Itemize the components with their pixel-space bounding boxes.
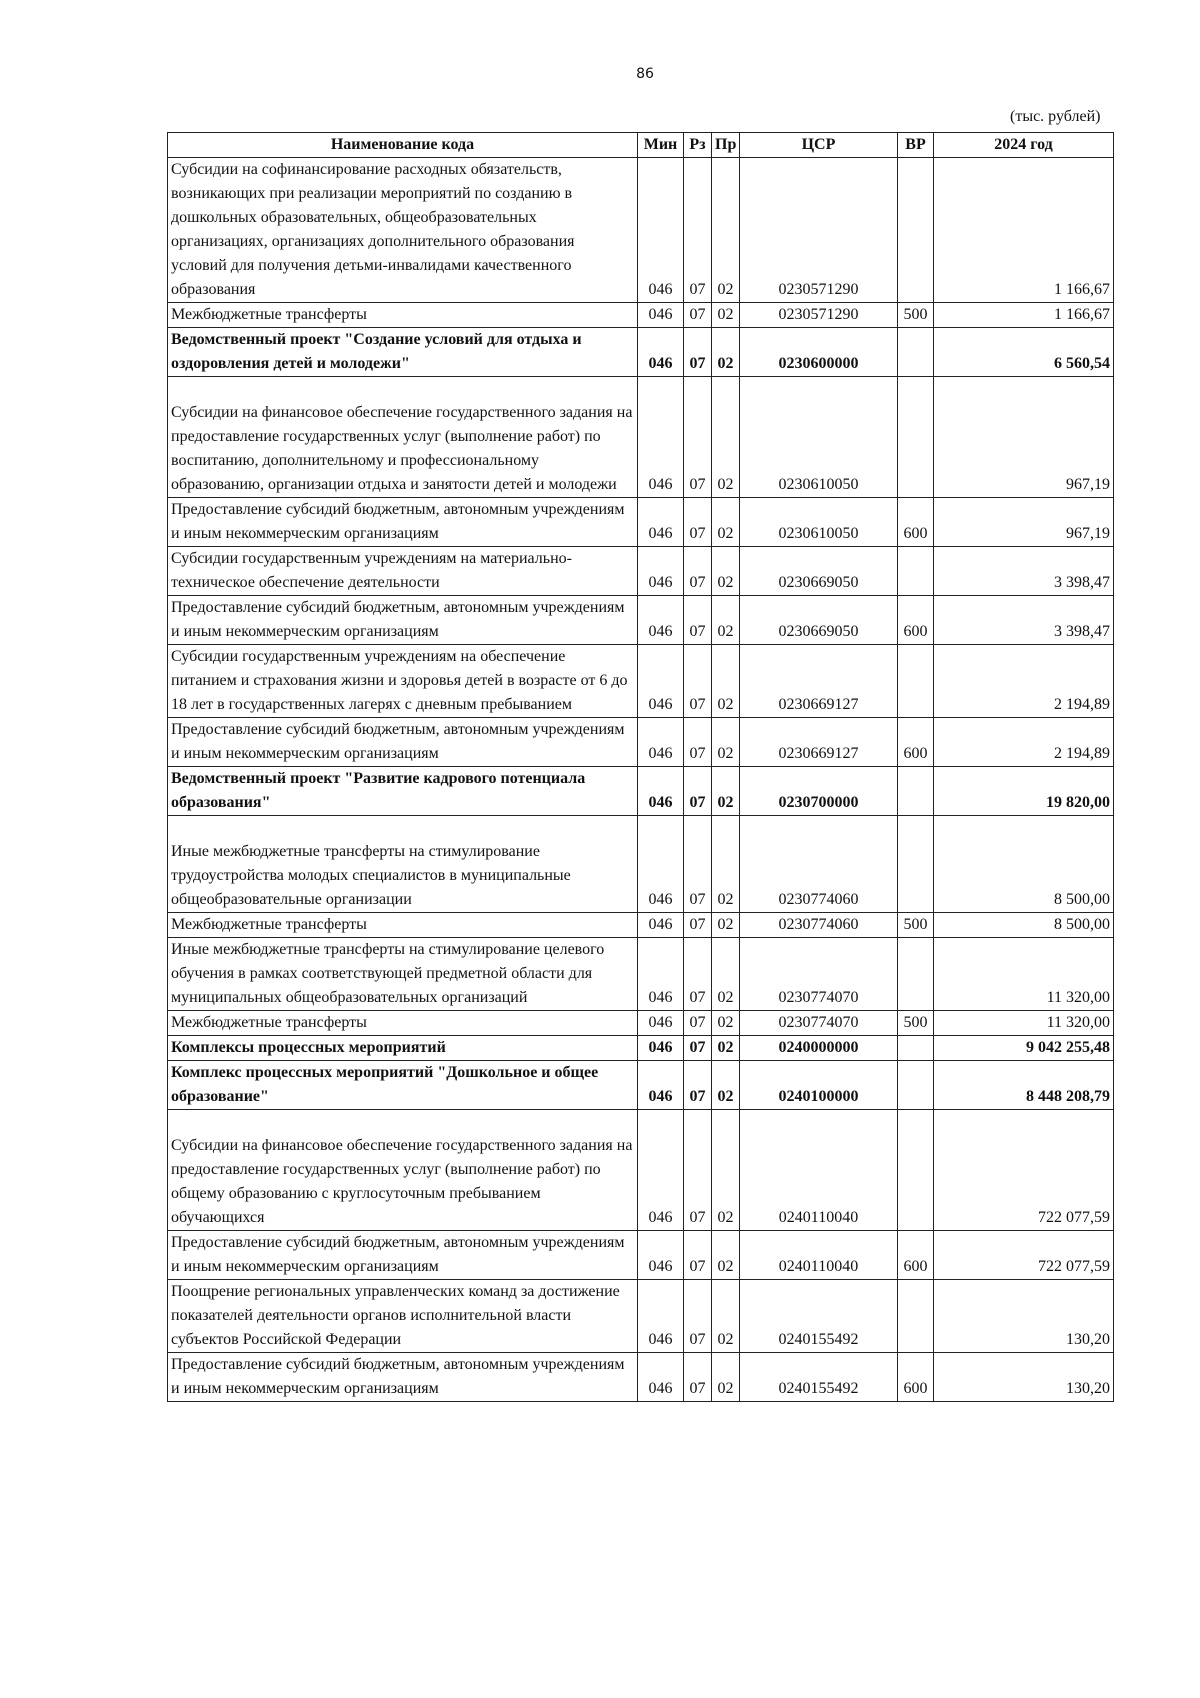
row-name: Субсидии государственным учреждениям на материально-техническое обеспечение деятельности [168,547,638,596]
table-row [168,547,1114,596]
row-pr: 02 [712,303,740,328]
row-min: 046 [638,1036,684,1061]
row-name: Субсидии на софинансирование расходных обязательств, возникающих при реализации мероприятий по созданию в дошкольных образовательных, общеобразовательных организациях, организациях дополнительного образования условий для получения детьми-инвалидами качественного образования [168,158,638,303]
row-min: 046 [638,547,684,596]
row-sum: 19 820,00 [934,767,1114,816]
row-name: Комплекс процессных мероприятий "Дошкольное и общее образование" [168,1061,638,1110]
row-min: 046 [638,498,684,547]
table-row [168,767,1114,816]
row-csr: 0230610050 [740,377,898,498]
header-vr: ВР [898,133,934,158]
row-csr: 0240100000 [740,1061,898,1110]
row-rz: 07 [684,498,712,547]
row-vr: 500 [898,303,934,328]
header-rz: Рз [684,133,712,158]
table-row [168,1011,1114,1036]
row-name: Межбюджетные трансферты [168,303,638,328]
row-rz: 07 [684,547,712,596]
row-sum: 2 194,89 [934,645,1114,718]
row-csr: 0230774070 [740,938,898,1011]
row-rz: 07 [684,1353,712,1402]
row-min: 046 [638,1110,684,1231]
row-pr: 02 [712,816,740,913]
table-row [168,158,1114,303]
row-name: Межбюджетные трансферты [168,1011,638,1036]
row-csr: 0240155492 [740,1280,898,1353]
row-rz: 07 [684,596,712,645]
row-csr: 0230774060 [740,816,898,913]
table-row [168,1280,1114,1353]
row-vr [898,1110,934,1231]
row-pr: 02 [712,718,740,767]
row-rz: 07 [684,767,712,816]
units-label: (тыс. рублей) [1010,108,1101,125]
row-pr: 02 [712,938,740,1011]
row-csr: 0240110040 [740,1231,898,1280]
row-sum: 9 042 255,48 [934,1036,1114,1061]
row-vr [898,1280,934,1353]
row-csr: 0230600000 [740,328,898,377]
row-csr: 0230700000 [740,767,898,816]
row-rz: 07 [684,645,712,718]
row-csr: 0230774070 [740,1011,898,1036]
table-row [168,1231,1114,1280]
row-pr: 02 [712,1110,740,1231]
row-vr: 600 [898,718,934,767]
row-pr: 02 [712,1353,740,1402]
row-csr: 0230571290 [740,303,898,328]
row-pr: 02 [712,547,740,596]
row-min: 046 [638,645,684,718]
row-sum: 722 077,59 [934,1110,1114,1231]
header-year: 2024 год [934,133,1114,158]
row-rz: 07 [684,377,712,498]
row-csr: 0240110040 [740,1110,898,1231]
row-name: Ведомственный проект "Создание условий для отдыха и оздоровления детей и молодежи" [168,328,638,377]
row-vr: 600 [898,1353,934,1402]
row-rz: 07 [684,913,712,938]
row-rz: 07 [684,1011,712,1036]
row-vr [898,158,934,303]
row-name: Комплексы процессных мероприятий [168,1036,638,1061]
row-sum: 11 320,00 [934,938,1114,1011]
row-csr: 0230669127 [740,645,898,718]
budget-table [167,132,1114,1402]
row-min: 046 [638,816,684,913]
row-name: Межбюджетные трансферты [168,913,638,938]
row-min: 046 [638,1280,684,1353]
row-min: 046 [638,938,684,1011]
row-min: 046 [638,377,684,498]
row-rz: 07 [684,816,712,913]
page-number: 86 [636,66,654,82]
row-sum: 11 320,00 [934,1011,1114,1036]
table-row [168,938,1114,1011]
table-row [168,816,1114,913]
row-sum: 967,19 [934,377,1114,498]
row-min: 046 [638,767,684,816]
header-csr: ЦСР [740,133,898,158]
row-name: Субсидии на финансовое обеспечение государственного задания на предоставление государственных услуг (выполнение работ) по воспитанию, дополнительному и профессиональному образованию, организации отдыха и занятости детей и молодежи [168,377,638,498]
row-vr: 500 [898,1011,934,1036]
row-rz: 07 [684,1036,712,1061]
table-row [168,328,1114,377]
row-sum: 8 500,00 [934,816,1114,913]
row-csr: 0230571290 [740,158,898,303]
row-min: 046 [638,303,684,328]
row-sum: 1 166,67 [934,158,1114,303]
row-min: 046 [638,596,684,645]
row-rz: 07 [684,1280,712,1353]
header-name: Наименование кода [168,133,638,158]
row-sum: 967,19 [934,498,1114,547]
row-pr: 02 [712,498,740,547]
table-row [168,913,1114,938]
row-pr: 02 [712,1011,740,1036]
row-name: Субсидии на финансовое обеспечение государственного задания на предоставление государственных услуг (выполнение работ) по общему образованию с круглосуточным пребыванием обучающихся [168,1110,638,1231]
table-row [168,1061,1114,1110]
row-vr [898,767,934,816]
row-vr: 600 [898,498,934,547]
row-rz: 07 [684,1231,712,1280]
row-name: Поощрение региональных управленческих команд за достижение показателей деятельности органов исполнительной власти субъектов Российской Федерации [168,1280,638,1353]
row-pr: 02 [712,328,740,377]
row-name: Предоставление субсидий бюджетным, автономным учреждениям и иным некоммерческим организациям [168,1231,638,1280]
row-name: Предоставление субсидий бюджетным, автономным учреждениям и иным некоммерческим организациям [168,1353,638,1402]
row-rz: 07 [684,1110,712,1231]
table-row [168,303,1114,328]
table-row [168,377,1114,498]
row-pr: 02 [712,1061,740,1110]
row-min: 046 [638,328,684,377]
row-vr: 500 [898,913,934,938]
row-name: Субсидии государственным учреждениям на обеспечение питанием и страхования жизни и здоровья детей в возрасте от 6 до 18 лет в государственных лагерях с дневным пребыванием [168,645,638,718]
row-csr: 0230774060 [740,913,898,938]
row-sum: 2 194,89 [934,718,1114,767]
row-rz: 07 [684,938,712,1011]
row-min: 046 [638,158,684,303]
row-min: 046 [638,1353,684,1402]
row-rz: 07 [684,158,712,303]
header-row [168,133,1114,158]
row-vr [898,547,934,596]
row-pr: 02 [712,1231,740,1280]
row-rz: 07 [684,718,712,767]
row-pr: 02 [712,645,740,718]
row-vr: 600 [898,596,934,645]
row-min: 046 [638,718,684,767]
row-name: Ведомственный проект "Развитие кадрового потенциала образования" [168,767,638,816]
row-csr: 0240155492 [740,1353,898,1402]
row-min: 046 [638,1011,684,1036]
row-pr: 02 [712,1036,740,1061]
table-row [168,1036,1114,1061]
row-csr: 0230610050 [740,498,898,547]
row-sum: 6 560,54 [934,328,1114,377]
row-pr: 02 [712,158,740,303]
row-vr [898,377,934,498]
table-row [168,718,1114,767]
row-csr: 0230669127 [740,718,898,767]
row-csr: 0230669050 [740,596,898,645]
row-pr: 02 [712,1280,740,1353]
row-sum: 1 166,67 [934,303,1114,328]
row-sum: 722 077,59 [934,1231,1114,1280]
header-pr: Пр [712,133,740,158]
row-min: 046 [638,1061,684,1110]
row-pr: 02 [712,767,740,816]
row-rz: 07 [684,1061,712,1110]
row-sum: 8 448 208,79 [934,1061,1114,1110]
row-name: Предоставление субсидий бюджетным, автономным учреждениям и иным некоммерческим организациям [168,498,638,547]
row-name: Предоставление субсидий бюджетным, автономным учреждениям и иным некоммерческим организациям [168,718,638,767]
row-pr: 02 [712,377,740,498]
row-name: Иные межбюджетные трансферты на стимулирование целевого обучения в рамках соответствующей предметной области для муниципальных общеобразовательных организаций [168,938,638,1011]
row-name: Иные межбюджетные трансферты на стимулирование трудоустройства молодых специалистов в муниципальные общеобразовательные организации [168,816,638,913]
table-body [168,158,1114,1402]
row-sum: 3 398,47 [934,547,1114,596]
row-sum: 8 500,00 [934,913,1114,938]
row-pr: 02 [712,913,740,938]
row-pr: 02 [712,596,740,645]
row-sum: 3 398,47 [934,596,1114,645]
row-min: 046 [638,1231,684,1280]
row-vr [898,816,934,913]
row-vr [898,1061,934,1110]
row-csr: 0230669050 [740,547,898,596]
table-row [168,596,1114,645]
row-vr [898,328,934,377]
row-name: Предоставление субсидий бюджетным, автономным учреждениям и иным некоммерческим организациям [168,596,638,645]
row-min: 046 [638,913,684,938]
table-row [168,1353,1114,1402]
row-vr [898,938,934,1011]
row-vr [898,645,934,718]
row-rz: 07 [684,328,712,377]
table-row [168,498,1114,547]
table-row [168,645,1114,718]
row-vr: 600 [898,1231,934,1280]
table-row [168,1110,1114,1231]
row-vr [898,1036,934,1061]
row-rz: 07 [684,303,712,328]
header-min: Мин [638,133,684,158]
row-sum: 130,20 [934,1280,1114,1353]
row-csr: 0240000000 [740,1036,898,1061]
row-sum: 130,20 [934,1353,1114,1402]
